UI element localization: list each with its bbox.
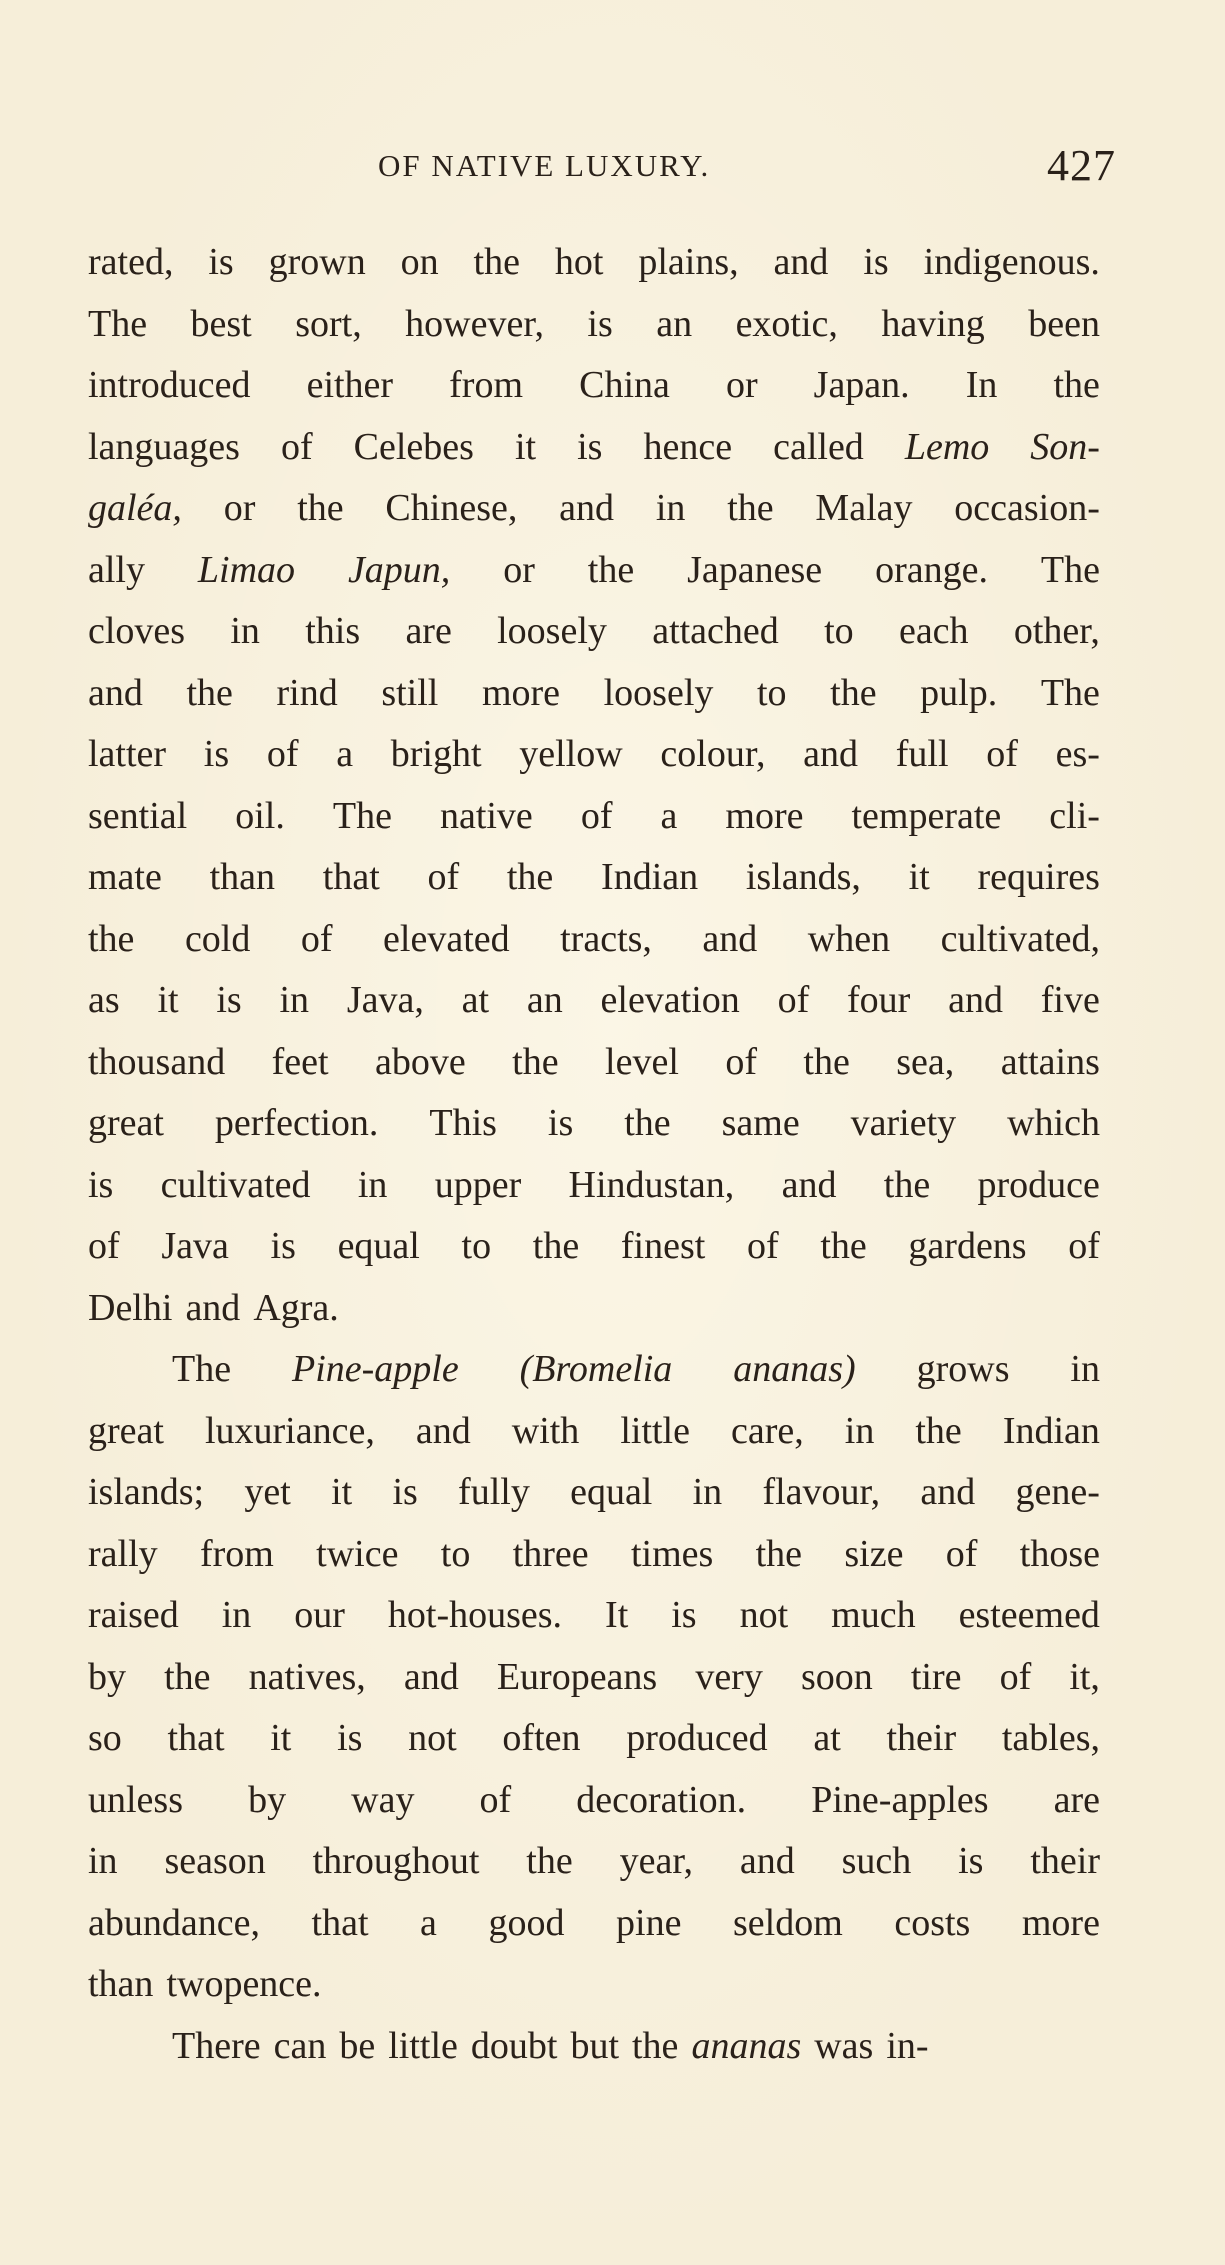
word: and	[773, 241, 829, 283]
word: very	[695, 1655, 763, 1698]
word: Indian	[1002, 1409, 1100, 1452]
italic-word: galéa,	[88, 487, 182, 529]
word: the	[532, 1225, 580, 1267]
word: hence	[643, 425, 733, 468]
word: temperate	[851, 794, 1002, 837]
word: equal	[570, 1471, 653, 1513]
word: called	[773, 425, 864, 468]
word: cold	[184, 917, 251, 960]
word: is	[270, 1225, 296, 1267]
word: is	[216, 979, 242, 1021]
word: native	[439, 794, 533, 837]
word: season	[164, 1840, 266, 1882]
italic-word: Son-	[1030, 425, 1100, 468]
text-line	[88, 1585, 1100, 1647]
word: is	[587, 302, 613, 345]
word: that	[167, 1717, 225, 1759]
word: of	[580, 794, 613, 837]
word: attached	[652, 610, 779, 652]
word: that	[322, 856, 380, 898]
word: variety	[850, 1102, 957, 1144]
word: way	[351, 1778, 415, 1821]
word: occasion-	[954, 487, 1100, 529]
word: it	[514, 425, 537, 468]
word: in-	[886, 2024, 929, 2067]
word: Malay	[815, 487, 913, 529]
word: still	[381, 671, 439, 714]
word: twice	[316, 1532, 399, 1575]
text-line	[88, 1339, 1100, 1401]
word: and	[739, 1840, 795, 1882]
word: the	[186, 671, 233, 714]
italic-word: Lemo	[904, 425, 990, 468]
word: an	[656, 302, 693, 345]
word: cultivated,	[940, 917, 1100, 960]
word: other,	[1013, 610, 1100, 652]
word: Chinese,	[385, 487, 518, 529]
word: in	[357, 1163, 388, 1206]
word: grown	[268, 241, 366, 283]
word: than	[88, 1963, 154, 2005]
text-line	[88, 1093, 1100, 1155]
word: perfection.	[214, 1102, 379, 1144]
word: cli-	[1049, 794, 1100, 837]
word: Java	[161, 1225, 229, 1267]
word: Japan.	[813, 364, 910, 406]
word: pulp.	[920, 671, 998, 714]
word: same	[721, 1102, 800, 1144]
word: Java,	[346, 979, 424, 1021]
text-line	[88, 1462, 1100, 1524]
word: and	[415, 1409, 471, 1452]
italic-word: Pine-apple	[292, 1348, 459, 1390]
word: the	[883, 1163, 931, 1206]
word: can	[273, 2024, 327, 2067]
word: The	[1040, 548, 1100, 591]
word: it	[331, 1471, 353, 1513]
word: year,	[619, 1840, 693, 1882]
word: great	[88, 1102, 164, 1144]
word: orange.	[875, 548, 988, 591]
word: of	[1068, 1225, 1100, 1267]
word: yellow	[519, 733, 623, 775]
word: and	[702, 917, 758, 960]
word: the	[915, 1409, 962, 1452]
word: on	[400, 241, 439, 283]
word: it	[908, 856, 930, 898]
word: gene-	[1015, 1471, 1100, 1513]
word: and	[185, 1286, 241, 1329]
word: it,	[1069, 1655, 1100, 1698]
word: from	[449, 364, 524, 406]
word: Europeans	[496, 1655, 658, 1698]
word: upper	[434, 1163, 522, 1206]
word: of	[300, 917, 333, 960]
word: four	[847, 979, 911, 1021]
word: gardens	[908, 1225, 1027, 1267]
text-line	[88, 232, 1100, 294]
word: is	[203, 733, 230, 775]
text-line	[88, 417, 1100, 479]
text-line	[88, 1032, 1100, 1094]
word: or	[503, 548, 535, 591]
word: yet	[244, 1471, 291, 1513]
word: three	[512, 1532, 589, 1575]
word: each	[898, 610, 969, 652]
word: rated,	[88, 241, 174, 283]
text-line	[88, 1770, 1100, 1832]
word: and	[403, 1655, 459, 1698]
word: islands,	[745, 856, 861, 898]
page-number: 427	[1047, 141, 1116, 190]
text-line	[88, 970, 1100, 1032]
word: esteemed	[958, 1594, 1100, 1636]
word: more	[725, 794, 804, 837]
word: is	[392, 1471, 418, 1513]
word: it	[270, 1717, 292, 1759]
word: throughout	[312, 1840, 480, 1882]
word: the	[506, 856, 554, 898]
word: It	[605, 1594, 629, 1636]
word: Pine-apples	[811, 1778, 989, 1821]
word: are	[405, 610, 452, 652]
word: raised	[88, 1594, 179, 1636]
word: indigenous.	[923, 241, 1100, 283]
text-line	[88, 355, 1100, 417]
word: the	[587, 548, 635, 591]
word: of	[725, 1040, 757, 1083]
word: The	[172, 1348, 232, 1390]
word: languages	[88, 425, 240, 468]
word: is	[88, 1163, 114, 1206]
word: in	[1070, 1348, 1100, 1390]
word: natives,	[248, 1655, 366, 1698]
word: than	[209, 856, 276, 898]
word: the	[164, 1655, 211, 1698]
word: In	[965, 364, 998, 406]
word: is	[863, 241, 889, 283]
word: is	[577, 425, 603, 468]
word: their	[886, 1717, 957, 1759]
word: more	[481, 671, 561, 714]
word: great	[88, 1409, 164, 1452]
word: colour,	[660, 733, 766, 775]
word: by	[248, 1778, 287, 1821]
italic-word: Japun,	[347, 548, 451, 591]
word: was	[814, 2024, 874, 2067]
word: of	[999, 1655, 1032, 1698]
word: or	[725, 364, 758, 406]
text-line	[88, 663, 1100, 725]
word: plains,	[638, 241, 739, 283]
word: either	[306, 364, 394, 406]
word: size	[844, 1532, 904, 1575]
word: grows	[916, 1348, 1010, 1390]
word: soon	[800, 1655, 873, 1698]
word: bright	[390, 733, 482, 775]
word: the	[512, 1040, 559, 1083]
word: more	[1021, 1901, 1100, 1944]
word: elevated	[383, 917, 510, 960]
word: sential	[88, 794, 188, 837]
word: in	[88, 1840, 118, 1882]
text-line	[88, 601, 1100, 663]
running-head	[88, 140, 1116, 200]
word: to	[440, 1532, 471, 1575]
word: of	[280, 425, 313, 468]
word: with	[511, 1409, 580, 1452]
word: the	[526, 1840, 573, 1882]
text-line	[88, 1155, 1100, 1217]
word: when	[807, 917, 891, 960]
word: at	[461, 979, 490, 1021]
word: latter	[88, 733, 167, 775]
word: and	[948, 979, 1003, 1021]
word: equal	[337, 1225, 420, 1267]
text-line	[88, 2016, 1100, 2078]
word: Indian	[601, 856, 699, 898]
word: tire	[910, 1655, 962, 1698]
word: however,	[405, 302, 544, 345]
word: in	[279, 979, 310, 1021]
text-line	[88, 1831, 1100, 1893]
word: China	[579, 364, 670, 406]
word: hot	[554, 241, 604, 283]
word: feet	[271, 1040, 329, 1083]
word: seldom	[733, 1901, 843, 1944]
text-line	[88, 786, 1100, 848]
word: of	[945, 1532, 978, 1575]
word: produced	[626, 1717, 768, 1759]
word: the	[632, 2024, 679, 2067]
word: loosely	[603, 671, 714, 714]
word: the	[88, 917, 135, 960]
word: the	[830, 671, 877, 714]
word: is	[671, 1594, 697, 1636]
word: by	[88, 1655, 126, 1698]
word: this	[305, 610, 361, 652]
word: full	[895, 733, 949, 775]
word: to	[824, 610, 854, 652]
word: the	[755, 1532, 803, 1575]
text-line	[88, 1647, 1100, 1709]
word: oil.	[235, 794, 285, 837]
word: in	[655, 487, 686, 529]
word: cloves	[88, 610, 186, 652]
word: little	[388, 2024, 458, 2067]
word: that	[311, 1901, 369, 1944]
word: Celebes	[353, 425, 474, 468]
word: the	[727, 487, 774, 529]
word: of	[266, 733, 299, 775]
word: Hindustan,	[568, 1163, 735, 1206]
word: their	[1030, 1840, 1100, 1882]
word: twopence.	[166, 1963, 322, 2005]
word: rind	[276, 671, 338, 714]
word: mate	[88, 856, 162, 898]
word: the	[820, 1225, 867, 1267]
word: Japanese	[687, 548, 823, 591]
word: Delhi	[88, 1286, 173, 1329]
word: cultivated	[160, 1163, 311, 1206]
word: not	[739, 1594, 789, 1636]
word: five	[1040, 979, 1100, 1021]
text-line	[88, 540, 1100, 602]
italic-word: (Bromelia	[519, 1348, 673, 1390]
word: requires	[977, 856, 1100, 898]
word: and	[920, 1471, 976, 1513]
word: is	[337, 1717, 363, 1759]
word: rally	[88, 1532, 158, 1575]
word: been	[1028, 302, 1100, 345]
word: fully	[458, 1471, 530, 1513]
word: doubt	[470, 2024, 558, 2067]
word: or	[223, 487, 256, 529]
word: of	[746, 1225, 779, 1267]
word: is	[547, 1102, 574, 1144]
word: sort,	[295, 302, 362, 345]
word: attains	[1000, 1040, 1100, 1083]
word: sea,	[896, 1040, 955, 1083]
word: much	[831, 1594, 916, 1636]
text-line	[88, 1216, 1100, 1278]
word: es-	[1055, 733, 1100, 775]
word: in	[692, 1471, 723, 1513]
word: The	[332, 794, 392, 837]
word: an	[526, 979, 563, 1021]
word: are	[1053, 1778, 1100, 1821]
word: tracts,	[560, 917, 652, 960]
word: a	[420, 1901, 437, 1944]
word: thousand	[88, 1040, 226, 1083]
word: exotic,	[735, 302, 838, 345]
word: and	[88, 671, 143, 714]
word: islands;	[88, 1471, 205, 1513]
word: and	[781, 1163, 837, 1206]
word: introduced	[88, 364, 251, 406]
word: loosely	[497, 610, 607, 652]
word: of	[427, 856, 460, 898]
word: in	[221, 1594, 252, 1636]
word: the	[1053, 364, 1100, 406]
text-line	[88, 1278, 1100, 1340]
word: but	[570, 2024, 619, 2067]
word: is	[208, 241, 234, 283]
word: it	[157, 979, 179, 1021]
word: of	[986, 733, 1018, 775]
word: not	[408, 1717, 457, 1759]
word: good	[488, 1901, 565, 1944]
word: the	[297, 487, 344, 529]
word: the	[803, 1040, 850, 1083]
italic-word: Limao	[197, 548, 296, 591]
word: and	[559, 487, 615, 529]
word: having	[881, 302, 985, 345]
word: times	[630, 1532, 714, 1575]
word: to	[461, 1225, 492, 1267]
word: of	[479, 1778, 512, 1821]
word: The	[88, 302, 148, 345]
italic-word: ananas	[691, 2024, 802, 2067]
word: The	[1040, 671, 1100, 714]
word: hot-houses.	[387, 1594, 563, 1636]
text-line	[88, 1401, 1100, 1463]
text-line	[88, 909, 1100, 971]
word: in	[844, 1409, 875, 1452]
word: of	[777, 979, 810, 1021]
italic-word: ananas)	[733, 1348, 856, 1390]
word: above	[375, 1040, 466, 1083]
word: so	[88, 1717, 122, 1759]
word: often	[502, 1717, 581, 1759]
running-title: OF NATIVE LUXURY.	[378, 148, 711, 183]
word: tables,	[1001, 1717, 1100, 1759]
word: pine	[616, 1901, 682, 1944]
word: care,	[731, 1409, 804, 1452]
word: abundance,	[88, 1901, 260, 1944]
text-line	[88, 1954, 1100, 2016]
word: the	[473, 241, 520, 283]
word: to	[756, 671, 787, 714]
word: in	[230, 610, 260, 652]
word: costs	[894, 1901, 971, 1944]
word: a	[660, 794, 678, 837]
text-line	[88, 847, 1100, 909]
word: be	[339, 2024, 376, 2067]
word: ally	[88, 548, 145, 591]
word: is	[958, 1840, 984, 1882]
text-line	[88, 294, 1100, 356]
word: Agra.	[253, 1286, 339, 1329]
text-line	[88, 1708, 1100, 1770]
word: a	[336, 733, 354, 775]
word: little	[620, 1409, 690, 1452]
word: unless	[88, 1778, 183, 1821]
word: our	[294, 1594, 345, 1636]
word: which	[1007, 1102, 1100, 1144]
word: from	[199, 1532, 274, 1575]
word: of	[88, 1225, 120, 1267]
word: luxuriance,	[204, 1409, 375, 1452]
word: This	[429, 1102, 497, 1144]
word: the	[624, 1102, 671, 1144]
word: elevation	[600, 979, 740, 1021]
text-line	[88, 1524, 1100, 1586]
word: flavour,	[762, 1471, 881, 1513]
text-line	[88, 478, 1100, 540]
word: as	[88, 979, 120, 1021]
word: such	[841, 1840, 912, 1882]
word: decoration.	[576, 1778, 747, 1821]
word: level	[605, 1040, 679, 1083]
text-line	[88, 1893, 1100, 1955]
word: those	[1019, 1532, 1100, 1575]
word: best	[190, 302, 252, 345]
word: at	[813, 1717, 841, 1759]
word: and	[803, 733, 859, 775]
body-text	[88, 232, 1100, 2077]
word: produce	[977, 1163, 1100, 1206]
text-line	[88, 724, 1100, 786]
word: finest	[620, 1225, 706, 1267]
word: There	[172, 2024, 261, 2067]
